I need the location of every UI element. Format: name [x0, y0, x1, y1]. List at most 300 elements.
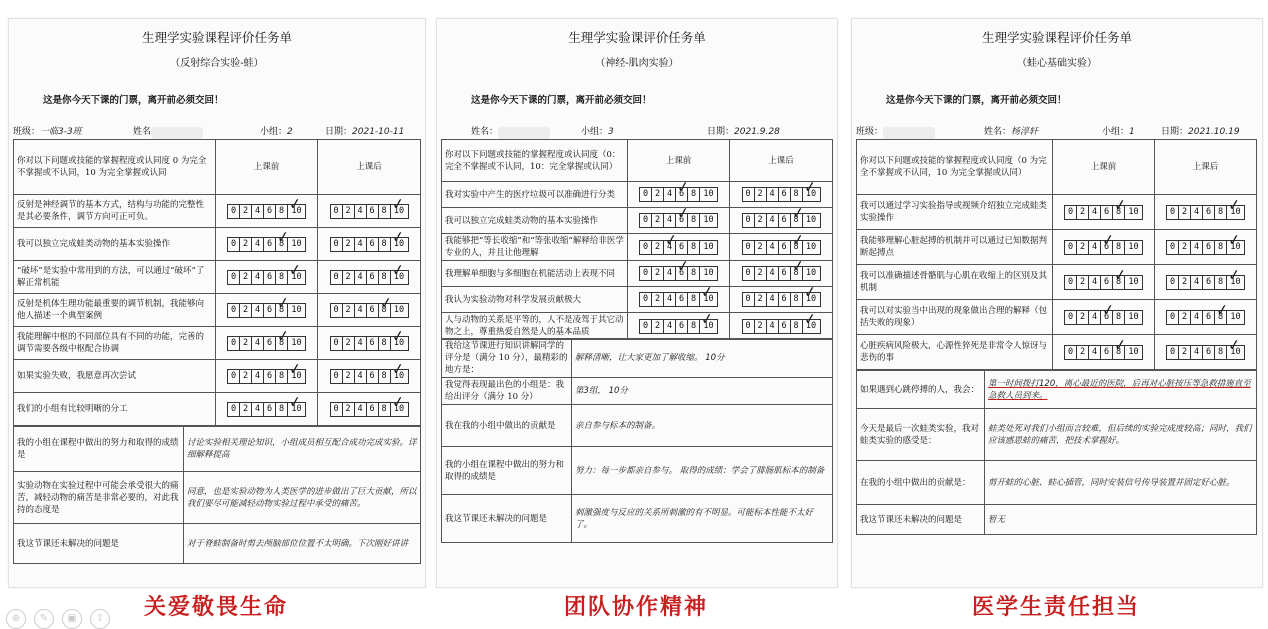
score-option[interactable]: 2 — [240, 370, 252, 383]
score-option[interactable]: 6 — [264, 238, 276, 251]
score-scale[interactable] — [1166, 345, 1245, 360]
score-option[interactable]: 0 — [743, 293, 755, 306]
handwritten-answer[interactable]: 同意，也是实验动物为人类医学的进步做出了巨大贡献，所以我们要尽可能减轻动物实验过程中承受的痛苦。 — [184, 472, 421, 524]
score-option[interactable]: 8 — [688, 214, 700, 227]
score-option[interactable]: 10 — [1128, 241, 1139, 252]
score-option[interactable]: 2 — [1077, 241, 1089, 254]
score-option[interactable]: 2 — [1077, 346, 1089, 359]
score-option[interactable]: 0 — [228, 403, 240, 416]
score-option[interactable]: 10 ✓ — [1227, 241, 1244, 254]
rating-scale-before[interactable] — [216, 327, 318, 360]
score-option[interactable]: 2 — [343, 238, 355, 251]
score-option[interactable]: 10 ✓ — [391, 238, 408, 251]
score-option[interactable]: 2 — [652, 320, 664, 333]
score-option[interactable]: 2 — [755, 188, 767, 201]
score-option[interactable]: 4 — [252, 205, 264, 218]
score-option[interactable]: 8 — [1215, 206, 1227, 219]
score-option[interactable]: 8 — [276, 370, 288, 383]
score-scale[interactable] — [1064, 240, 1143, 255]
score-option[interactable]: 0 — [1167, 276, 1179, 289]
score-option[interactable]: 10 — [805, 215, 817, 225]
score-option[interactable]: 4 — [664, 320, 676, 333]
edit-icon[interactable]: ✎ — [34, 609, 54, 629]
rating-scale-after[interactable] — [318, 327, 421, 360]
score-scale[interactable] — [227, 369, 306, 384]
score-option[interactable]: 6 — [367, 304, 379, 317]
score-option[interactable]: 6 — [1101, 276, 1113, 289]
score-option[interactable]: 4 — [1191, 311, 1203, 324]
score-option[interactable]: 0 — [331, 403, 343, 416]
score-option[interactable]: 8 ✓ — [1113, 346, 1125, 359]
score-option[interactable]: 10 — [1230, 311, 1241, 322]
rating-scale-after[interactable] — [1155, 300, 1257, 335]
score-option[interactable]: 8 — [276, 271, 288, 284]
score-scale[interactable] — [1166, 310, 1245, 325]
score-option[interactable]: 4 — [252, 337, 264, 350]
rating-scale-after[interactable] — [730, 261, 833, 287]
score-option[interactable]: 4 — [252, 403, 264, 416]
score-option[interactable]: 10 ✓ — [288, 205, 305, 218]
score-option[interactable]: 0 — [228, 238, 240, 251]
rating-scale-before[interactable] — [216, 294, 318, 327]
rating-scale-after[interactable] — [318, 393, 421, 426]
handwritten-answer[interactable]: 刺激强度与反应的关系所刺激的有不明显。可能标本性能不太好了。 — [572, 495, 833, 543]
rating-scale-before[interactable] — [628, 261, 730, 287]
score-option[interactable]: 0 — [640, 214, 652, 227]
rating-scale-after[interactable] — [318, 261, 421, 294]
score-option[interactable]: 2 — [755, 214, 767, 227]
score-option[interactable]: 8 ✓ — [276, 304, 288, 317]
score-option[interactable]: 10 — [703, 215, 714, 225]
handwritten-answer[interactable]: 剪开蛙的心脏、蛙心插管，同时安装信号传导装置并固定好心脏。 — [985, 461, 1257, 505]
share-icon[interactable]: ⇪ — [90, 609, 110, 629]
rating-scale-before[interactable] — [216, 393, 318, 426]
score-option[interactable]: 4 — [355, 271, 367, 284]
score-option[interactable]: 4 — [664, 293, 676, 306]
rating-scale-after[interactable] — [730, 287, 833, 313]
score-option[interactable]: 6 — [264, 205, 276, 218]
score-option[interactable]: 10 — [1128, 311, 1139, 322]
score-option[interactable]: 6 — [1203, 241, 1215, 254]
score-option[interactable]: 6 — [367, 370, 379, 383]
score-option[interactable]: 2 — [343, 271, 355, 284]
score-option[interactable]: 8 — [379, 370, 391, 383]
score-option[interactable]: 2 — [652, 241, 664, 254]
score-option[interactable]: 8 — [688, 293, 700, 306]
score-scale[interactable] — [330, 204, 409, 219]
score-option[interactable]: 2 — [652, 293, 664, 306]
score-option[interactable]: 10 — [703, 241, 714, 252]
score-option[interactable]: 4 — [1191, 346, 1203, 359]
score-option[interactable]: 0 — [743, 241, 755, 254]
score-option[interactable]: 6 — [264, 337, 276, 350]
score-option[interactable]: 2 — [755, 267, 767, 280]
score-option[interactable]: 2 — [652, 188, 664, 201]
score-scale[interactable] — [742, 266, 821, 281]
score-option[interactable]: 2 — [1077, 206, 1089, 219]
score-option[interactable]: 10 ✓ — [391, 271, 408, 284]
score-option[interactable]: 4 — [767, 320, 779, 333]
score-option[interactable]: 6 — [779, 214, 791, 227]
score-option[interactable]: 4 — [767, 293, 779, 306]
score-scale[interactable] — [330, 303, 409, 318]
score-option[interactable]: 6 ✓ — [676, 188, 688, 201]
score-option[interactable]: 8 — [791, 188, 803, 201]
score-option[interactable]: 8 — [791, 320, 803, 333]
rating-scale-before[interactable] — [628, 182, 730, 208]
score-scale[interactable] — [742, 292, 821, 307]
score-option[interactable]: 4 — [252, 238, 264, 251]
score-option[interactable]: 10 — [291, 238, 302, 249]
score-option[interactable]: 0 — [331, 370, 343, 383]
score-option[interactable]: 10 ✓ — [803, 320, 820, 333]
score-option[interactable]: 4 — [355, 304, 367, 317]
score-option[interactable]: 2 — [240, 238, 252, 251]
handwritten-answer[interactable]: 亲自参与标本的制备。 — [572, 405, 833, 447]
score-option[interactable]: 8 — [1215, 346, 1227, 359]
score-option[interactable]: 8 — [688, 241, 700, 254]
rating-scale-before[interactable] — [628, 287, 730, 313]
save-icon[interactable]: ▣ — [62, 609, 82, 629]
score-option[interactable]: 8 — [688, 188, 700, 201]
rating-scale-after[interactable] — [1155, 265, 1257, 300]
score-option[interactable]: 10 — [805, 241, 817, 252]
score-option[interactable]: 2 — [343, 337, 355, 350]
score-option[interactable]: 4 — [355, 205, 367, 218]
rating-scale-after[interactable] — [318, 228, 421, 261]
score-option[interactable]: 8 — [1215, 241, 1227, 254]
score-option[interactable]: 0 — [1065, 206, 1077, 219]
score-option[interactable]: 2 — [343, 403, 355, 416]
rating-scale-after[interactable] — [1155, 230, 1257, 265]
score-option[interactable]: 0 — [743, 267, 755, 280]
score-scale[interactable] — [227, 336, 306, 351]
score-option[interactable]: 10 — [1128, 276, 1139, 287]
score-option[interactable]: 4 — [664, 188, 676, 201]
score-scale[interactable] — [330, 369, 409, 384]
score-option[interactable]: 2 — [240, 304, 252, 317]
score-option[interactable]: 10 ✓ — [700, 320, 717, 333]
score-option[interactable]: 2 — [652, 267, 664, 280]
score-option[interactable]: 8 ✓ — [791, 267, 803, 280]
score-option[interactable]: 6 — [779, 267, 791, 280]
score-option[interactable]: 6 — [676, 241, 688, 254]
score-option[interactable]: 10 — [1128, 206, 1139, 217]
score-scale[interactable] — [639, 266, 718, 281]
score-scale[interactable] — [639, 240, 718, 255]
score-option[interactable]: 2 — [1179, 346, 1191, 359]
score-option[interactable]: 8 — [276, 403, 288, 416]
score-option[interactable]: 6 — [1203, 346, 1215, 359]
score-option[interactable]: 6 — [367, 271, 379, 284]
score-option[interactable]: 4 — [1089, 206, 1101, 219]
score-option[interactable]: 6 — [779, 241, 791, 254]
score-option[interactable]: 6 ✓ — [1101, 311, 1113, 324]
handwritten-answer[interactable]: 第3组， 10分 — [572, 378, 833, 405]
score-option[interactable]: 0 — [1167, 311, 1179, 324]
score-option[interactable]: 6 — [367, 238, 379, 251]
score-scale[interactable] — [742, 187, 821, 202]
score-option[interactable]: 0 — [1167, 206, 1179, 219]
score-option[interactable]: 10 — [291, 304, 302, 315]
score-scale[interactable] — [639, 292, 718, 307]
score-option[interactable]: 0 — [640, 188, 652, 201]
score-option[interactable]: 0 — [640, 320, 652, 333]
score-option[interactable]: 0 — [1065, 311, 1077, 324]
score-option[interactable]: 6 ✓ — [676, 214, 688, 227]
score-option[interactable]: 4 ✓ — [664, 241, 676, 254]
score-option[interactable]: 8 — [379, 205, 391, 218]
score-option[interactable]: 6 — [1203, 206, 1215, 219]
score-option[interactable]: 10 ✓ — [1227, 276, 1244, 289]
score-option[interactable]: 10 ✓ — [391, 403, 408, 416]
score-option[interactable]: 8 ✓ — [1215, 311, 1227, 324]
score-option[interactable]: 4 — [767, 188, 779, 201]
score-option[interactable]: 6 — [676, 320, 688, 333]
score-option[interactable]: 4 — [355, 238, 367, 251]
score-option[interactable]: 4 — [355, 403, 367, 416]
rating-scale-after[interactable] — [1155, 335, 1257, 370]
score-option[interactable]: 4 — [355, 337, 367, 350]
rating-scale-after[interactable] — [318, 294, 421, 327]
score-option[interactable]: 4 — [1191, 276, 1203, 289]
score-option[interactable]: 10 ✓ — [288, 271, 305, 284]
handwritten-answer[interactable]: 第一时间拨打120，离心最近的医院，后再对心脏按压等急救措施直至急救人员到来。 — [985, 371, 1257, 409]
rating-scale-before[interactable] — [216, 261, 318, 294]
rating-scale-before[interactable] — [216, 228, 318, 261]
score-scale[interactable] — [1166, 240, 1245, 255]
score-option[interactable]: 4 — [1191, 241, 1203, 254]
score-option[interactable]: 6 — [367, 337, 379, 350]
score-option[interactable]: 10 — [291, 337, 302, 348]
rating-scale-before[interactable] — [1053, 300, 1155, 335]
rating-scale-before[interactable] — [216, 360, 318, 393]
rating-scale-after[interactable] — [730, 313, 833, 340]
score-option[interactable]: 0 — [1065, 276, 1077, 289]
score-scale[interactable] — [1064, 275, 1143, 290]
score-option[interactable]: 0 — [331, 271, 343, 284]
score-option[interactable]: 6 — [264, 403, 276, 416]
score-option[interactable]: 10 — [703, 268, 714, 278]
rating-scale-before[interactable] — [1053, 335, 1155, 370]
score-option[interactable]: 2 — [1179, 311, 1191, 324]
score-option[interactable]: 4 — [252, 304, 264, 317]
score-option[interactable]: 4 — [767, 241, 779, 254]
score-scale[interactable] — [1064, 310, 1143, 325]
score-scale[interactable] — [639, 213, 718, 228]
score-option[interactable]: 2 — [240, 403, 252, 416]
score-option[interactable]: 2 — [343, 370, 355, 383]
score-scale[interactable] — [1064, 205, 1143, 220]
score-option[interactable]: 2 — [755, 241, 767, 254]
score-scale[interactable] — [330, 402, 409, 417]
score-option[interactable]: 6 ✓ — [1101, 241, 1113, 254]
score-option[interactable]: 6 — [779, 320, 791, 333]
score-option[interactable]: 0 — [640, 267, 652, 280]
score-scale[interactable] — [330, 237, 409, 252]
score-option[interactable]: 8 ✓ — [1113, 206, 1125, 219]
score-option[interactable]: 4 — [252, 370, 264, 383]
score-option[interactable]: 6 — [367, 403, 379, 416]
score-scale[interactable] — [1166, 275, 1245, 290]
score-option[interactable]: 0 — [331, 238, 343, 251]
score-option[interactable]: 4 — [767, 214, 779, 227]
score-option[interactable]: 10 — [703, 189, 714, 199]
rating-scale-before[interactable] — [628, 208, 730, 234]
score-scale[interactable] — [1064, 345, 1143, 360]
score-option[interactable]: 4 — [664, 214, 676, 227]
score-option[interactable]: 6 — [779, 293, 791, 306]
score-option[interactable]: 10 ✓ — [391, 337, 408, 350]
rating-scale-after[interactable] — [318, 360, 421, 393]
score-option[interactable]: 0 — [1167, 241, 1179, 254]
rating-scale-after[interactable] — [730, 234, 833, 261]
score-option[interactable]: 2 — [1179, 241, 1191, 254]
score-option[interactable]: 0 — [743, 188, 755, 201]
score-option[interactable]: 2 — [1077, 276, 1089, 289]
handwritten-answer[interactable]: 对于脊蛙制备时剪去颅脑部位位置不太明确。下次刚好讲讲 — [184, 524, 421, 564]
score-option[interactable]: 2 — [240, 337, 252, 350]
score-option[interactable]: 0 — [228, 304, 240, 317]
score-option[interactable]: 10 ✓ — [391, 205, 408, 218]
score-option[interactable]: 2 — [755, 320, 767, 333]
score-option[interactable]: 4 — [355, 370, 367, 383]
score-option[interactable]: 2 — [1179, 206, 1191, 219]
score-option[interactable]: 2 — [240, 205, 252, 218]
score-option[interactable]: 0 — [331, 205, 343, 218]
score-option[interactable]: 10 — [1128, 346, 1139, 357]
rating-scale-before[interactable] — [628, 234, 730, 261]
rating-scale-after[interactable] — [730, 182, 833, 208]
score-option[interactable]: 6 — [264, 271, 276, 284]
score-option[interactable]: 8 — [379, 238, 391, 251]
score-option[interactable]: 8 — [379, 337, 391, 350]
rating-scale-after[interactable] — [730, 208, 833, 234]
score-scale[interactable] — [227, 402, 306, 417]
score-option[interactable]: 4 — [1191, 206, 1203, 219]
score-option[interactable]: 2 — [240, 271, 252, 284]
score-option[interactable]: 6 — [264, 370, 276, 383]
score-option[interactable]: 10 ✓ — [1227, 346, 1244, 359]
rating-scale-before[interactable] — [216, 195, 318, 228]
score-option[interactable]: 10 ✓ — [288, 370, 305, 383]
score-option[interactable]: 10 ✓ — [700, 293, 717, 306]
score-option[interactable]: 2 — [343, 304, 355, 317]
score-option[interactable]: 0 — [1167, 346, 1179, 359]
score-option[interactable]: 8 ✓ — [276, 238, 288, 251]
score-option[interactable]: 8 — [1113, 241, 1125, 254]
score-scale[interactable] — [227, 270, 306, 285]
score-option[interactable]: 6 ✓ — [676, 267, 688, 280]
score-option[interactable]: 2 — [652, 214, 664, 227]
score-scale[interactable] — [227, 204, 306, 219]
score-scale[interactable] — [1166, 205, 1245, 220]
score-option[interactable]: 8 — [1113, 311, 1125, 324]
score-option[interactable]: 0 — [640, 241, 652, 254]
score-option[interactable]: 6 — [367, 205, 379, 218]
score-option[interactable]: 4 — [1089, 241, 1101, 254]
rating-scale-before[interactable] — [1053, 195, 1155, 230]
score-option[interactable]: 10 — [805, 268, 817, 278]
score-scale[interactable] — [639, 319, 718, 334]
score-option[interactable]: 4 — [252, 271, 264, 284]
score-option[interactable]: 6 — [1203, 276, 1215, 289]
score-option[interactable]: 6 — [1101, 206, 1113, 219]
score-option[interactable]: 0 — [743, 214, 755, 227]
rating-scale-before[interactable] — [628, 313, 730, 340]
score-option[interactable]: 8 — [379, 271, 391, 284]
score-option[interactable]: 8 ✓ — [791, 241, 803, 254]
rating-scale-before[interactable] — [1053, 230, 1155, 265]
score-option[interactable]: 6 — [1101, 346, 1113, 359]
score-option[interactable]: 8 — [791, 293, 803, 306]
handwritten-answer[interactable]: 努力：每一步都亲自参与。 取得的成绩：学会了腓肠肌标本的制备 — [572, 447, 833, 495]
score-scale[interactable] — [639, 187, 718, 202]
score-scale[interactable] — [227, 303, 306, 318]
score-option[interactable]: 6 — [264, 304, 276, 317]
handwritten-answer[interactable]: 暂无 — [985, 505, 1257, 535]
score-option[interactable]: 0 — [228, 337, 240, 350]
score-option[interactable]: 0 — [228, 271, 240, 284]
score-option[interactable]: 2 — [1077, 311, 1089, 324]
score-option[interactable]: 2 — [755, 293, 767, 306]
score-scale[interactable] — [330, 336, 409, 351]
rating-scale-before[interactable] — [1053, 265, 1155, 300]
score-option[interactable]: 8 ✓ — [276, 337, 288, 350]
score-option[interactable]: 10 ✓ — [1227, 206, 1244, 219]
rating-scale-after[interactable] — [1155, 195, 1257, 230]
score-option[interactable]: 10 ✓ — [803, 293, 820, 306]
score-option[interactable]: 0 — [640, 293, 652, 306]
score-option[interactable]: 0 — [228, 370, 240, 383]
rating-scale-after[interactable] — [318, 195, 421, 228]
handwritten-answer[interactable]: 讨论实验相关理论知识，小组成员相互配合成功完成实验。详细解释提高 — [184, 427, 421, 472]
score-option[interactable]: 2 — [1179, 276, 1191, 289]
score-option[interactable]: 6 — [1203, 311, 1215, 324]
score-scale[interactable] — [742, 319, 821, 334]
score-option[interactable]: 8 — [688, 267, 700, 280]
score-option[interactable]: 0 — [743, 320, 755, 333]
score-scale[interactable] — [742, 213, 821, 228]
score-option[interactable]: 10 ✓ — [288, 403, 305, 416]
score-option[interactable]: 0 — [228, 205, 240, 218]
score-option[interactable]: 8 — [688, 320, 700, 333]
score-option[interactable]: 4 — [1089, 311, 1101, 324]
score-option[interactable]: 0 — [1065, 241, 1077, 254]
handwritten-answer[interactable]: 蛙类处死对我们小组而言较难，但后续的实验完成度较高；同时，我们应该感恩蛙的痛苦，把技术掌握好。 — [985, 409, 1257, 461]
score-option[interactable]: 10 ✓ — [803, 188, 820, 201]
score-option[interactable]: 8 ✓ — [1113, 276, 1125, 289]
score-option[interactable]: 6 — [779, 188, 791, 201]
score-option[interactable]: 10 ✓ — [391, 370, 408, 383]
score-option[interactable]: 8 ✓ — [379, 304, 391, 317]
zoom-icon[interactable]: ⊕ — [6, 609, 26, 629]
score-option[interactable]: 4 — [664, 267, 676, 280]
score-option[interactable]: 4 — [1089, 276, 1101, 289]
score-option[interactable]: 0 — [331, 337, 343, 350]
score-option[interactable]: 0 — [1065, 346, 1077, 359]
score-option[interactable]: 8 — [276, 205, 288, 218]
score-option[interactable]: 8 — [379, 403, 391, 416]
score-scale[interactable] — [227, 237, 306, 252]
score-option[interactable]: 4 — [1089, 346, 1101, 359]
score-option[interactable]: 0 — [331, 304, 343, 317]
score-option[interactable]: 6 — [676, 293, 688, 306]
score-option[interactable]: 10 — [393, 304, 405, 315]
handwritten-answer[interactable]: 解释清晰，让大家更加了解收缩。 10分 — [572, 339, 833, 378]
score-option[interactable]: 2 — [343, 205, 355, 218]
score-option[interactable]: 8 ✓ — [791, 214, 803, 227]
